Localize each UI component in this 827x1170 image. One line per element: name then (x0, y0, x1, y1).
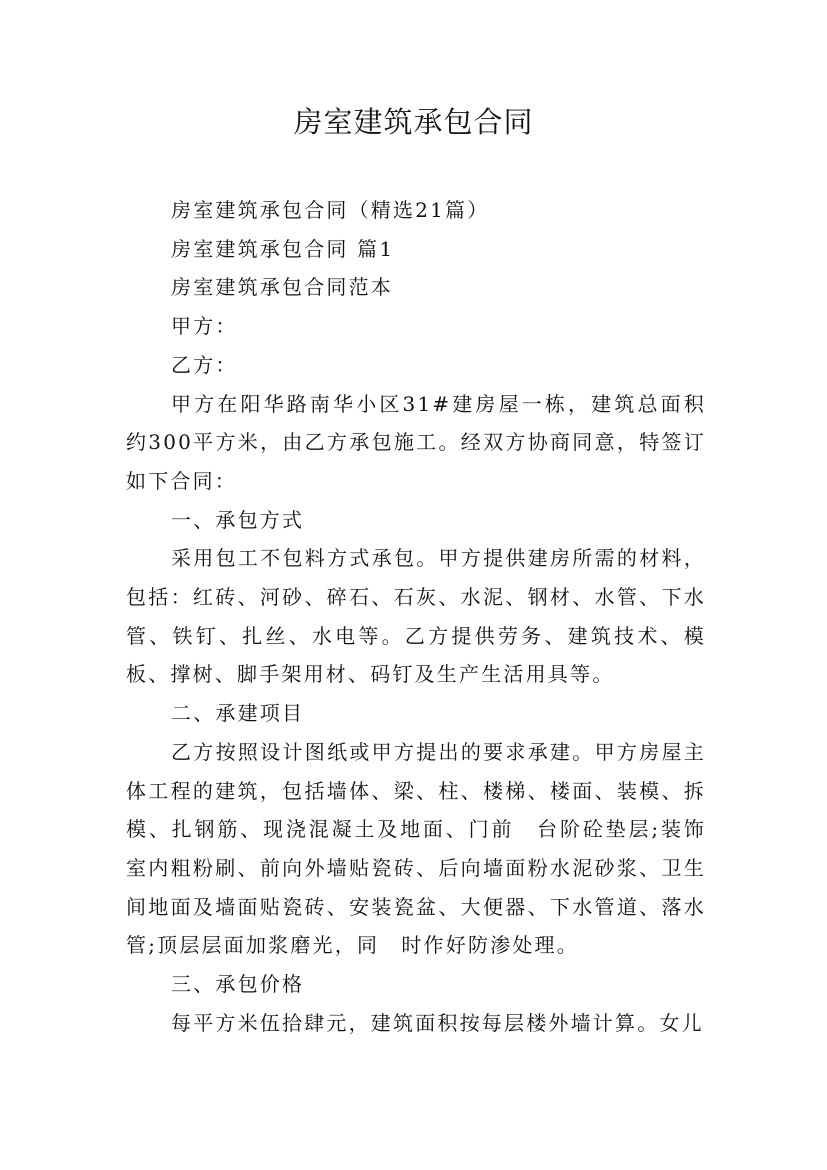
paragraph-heading-collection: 房室建筑承包合同（精选21篇） (171, 198, 490, 222)
paragraph-party-a: 甲方： (171, 314, 238, 339)
document-body (126, 191, 706, 1042)
paragraph-contract-method: 采用包工不包料方式承包。甲方提供建房所需的材料，包括：红砖、河砂、碎石、石灰、水泥、钢材、水管、下水管、铁钉、扎丝、水电等。乙方提供劳务、建筑技术、模板、撑树、脚手架用材、码钉及生产生活用具等。 (126, 546, 706, 687)
document-title: 房室建筑承包合同 (293, 105, 534, 139)
paragraph-price: 每平方米伍拾肆元，建筑面积按每层楼外墙计算。女儿 (171, 1010, 704, 1035)
paragraph-party-b: 乙方： (171, 352, 238, 377)
paragraph-intro: 甲方在阳华路南华小区31#建房屋一栋，建筑总面积约300平方米，由乙方承包施工。经双方协商同意，特签订如下合同： (126, 391, 706, 493)
paragraph-article-number: 房室建筑承包合同 篇1 (171, 236, 395, 261)
section-heading-price: 三、承包价格 (171, 972, 305, 997)
section-heading-projects: 二、承建项目 (171, 701, 305, 726)
section-heading-contract-method: 一、承包方式 (171, 507, 305, 532)
paragraph-template-title: 房室建筑承包合同范本 (171, 275, 393, 300)
paragraph-projects: 乙方按照设计图纸或甲方提出的要求承建。甲方房屋主体工程的建筑，包括墙体、梁、柱、楼梯、楼面、装模、拆模、扎钢筋、现浇混凝土及地面、门前 台阶砼垫层;装饰室内粗粉刷、前向外墙贴瓷砖、后向墙面粉水泥砂浆、卫生间地面及墙面贴瓷砖、安装瓷盆、大便器、下水管道、落水管;顶层层面加浆磨光，同 时作好防渗处理。 (126, 739, 706, 958)
